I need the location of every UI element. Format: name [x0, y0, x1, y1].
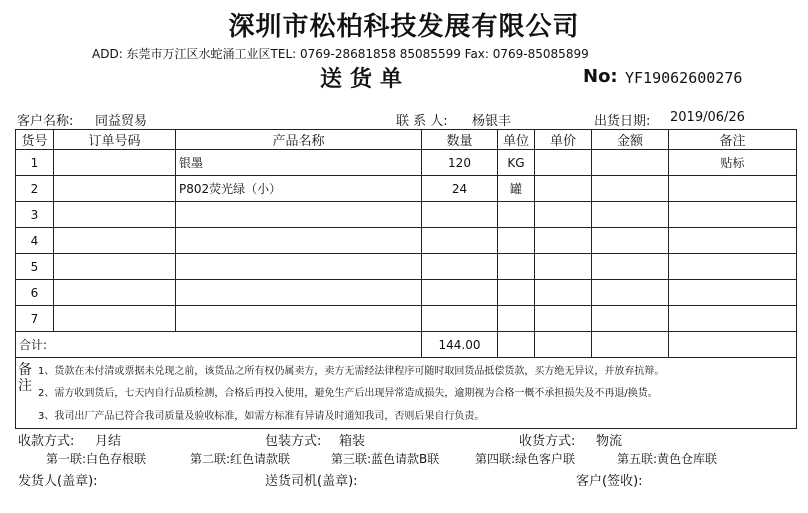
delivery-method: 物流 [596, 434, 623, 449]
cell-order [54, 306, 176, 332]
cell-order [54, 228, 176, 254]
contact-name: 杨银丰 [472, 114, 512, 129]
customer-label: 客户名称: [17, 114, 74, 129]
table-row [16, 150, 797, 176]
table-row [16, 202, 797, 228]
cell-price [535, 280, 592, 306]
cell-remark [669, 202, 797, 228]
cell-price [535, 176, 592, 202]
column-header: 单价 [535, 130, 592, 150]
cell-amount [592, 176, 669, 202]
cell-order [54, 254, 176, 280]
table-row [16, 176, 797, 202]
cell-product: P802荧光绿（小） [176, 176, 422, 202]
copy-label: 第五联:黄色仓库联 [617, 452, 718, 466]
cell-remark [669, 254, 797, 280]
cell-amount [592, 280, 669, 306]
cell-qty: 24 [422, 176, 498, 202]
packing-method: 箱装 [339, 434, 366, 449]
column-header: 备注 [669, 130, 797, 150]
total-label: 合计: [16, 332, 422, 358]
cell-product [176, 280, 422, 306]
column-header: 产品名称 [176, 130, 422, 150]
cell-unit: 罐 [498, 176, 535, 202]
column-header: 数量 [422, 130, 498, 150]
cell-order [54, 202, 176, 228]
cell-order [54, 150, 176, 176]
cell-product [176, 306, 422, 332]
cell-product [176, 202, 422, 228]
payment-label: 收款方式: [18, 434, 75, 449]
cell-no: 2 [16, 176, 54, 202]
copy-label: 第二联:红色请款联 [190, 452, 291, 466]
cell-qty: 120 [422, 150, 498, 176]
cell-qty [422, 306, 498, 332]
cell-amount [592, 306, 669, 332]
cell-remark [669, 306, 797, 332]
cell-unit [498, 202, 535, 228]
cell-remark: 贴标 [669, 150, 797, 176]
cell-price [535, 150, 592, 176]
cell-price [535, 254, 592, 280]
note-item: 1、货款在未付清或票据未兑现之前，该货品之所有权仍属卖方，卖方无需经法律程序可随时取回货品抵偿货款，买方绝无异议，并放弃抗辩。 [38, 366, 665, 377]
client-signature-label: 客户(签收): [576, 474, 643, 489]
payment-method: 月结 [95, 434, 122, 449]
sender-signature-label: 发货人(盖章): [18, 474, 98, 489]
total-row [16, 332, 797, 358]
driver-signature-label: 送货司机(盖章): [265, 474, 358, 489]
cell-price [535, 228, 592, 254]
cell-product [176, 254, 422, 280]
column-header: 订单号码 [54, 130, 176, 150]
notes-label: 备注 [18, 362, 32, 394]
ship-date: 2019/06/26 [670, 110, 745, 125]
cell-order [54, 176, 176, 202]
copy-label: 第四联:绿色客户联 [475, 452, 576, 466]
cell-no: 3 [16, 202, 54, 228]
cell-unit [498, 254, 535, 280]
copy-label: 第一联:白色存根联 [46, 452, 147, 466]
cell-qty [422, 202, 498, 228]
cell-remark [669, 176, 797, 202]
copy-label: 第三联:蓝色请款B联 [331, 452, 440, 466]
cell-no: 7 [16, 306, 54, 332]
cell-price [535, 306, 592, 332]
cell-qty [422, 280, 498, 306]
cell-product [176, 228, 422, 254]
document-title: 送货单 [320, 67, 411, 92]
document-number-label: No: [583, 66, 618, 87]
table-row [16, 280, 797, 306]
delivery-table [15, 129, 797, 429]
cell-amount [592, 202, 669, 228]
cell-product: 银墨 [176, 150, 422, 176]
note-item: 2、需方收到货后，七天内自行品质检测，合格后再投入使用，避免生产后出现异常造成损失，逾期视为合格一概不承担损失及不再退/换货。 [38, 388, 658, 399]
customer-name: 同益贸易 [95, 114, 148, 129]
cell-order [54, 280, 176, 306]
cell-amount [592, 228, 669, 254]
total-quantity: 144.00 [422, 332, 498, 358]
column-header: 金额 [592, 130, 669, 150]
company-name: 深圳市松柏科技发展有限公司 [228, 12, 580, 42]
cell-qty [422, 228, 498, 254]
date-label: 出货日期: [594, 114, 651, 129]
table-header-row [16, 130, 797, 150]
cell-no: 1 [16, 150, 54, 176]
table-row [16, 306, 797, 332]
cell-no: 6 [16, 280, 54, 306]
cell-price [535, 202, 592, 228]
address-line: ADD: 东莞市万江区水蛇涌工业区TEL: 0769-28681858 85085599 Fax: 0769-85085899 [92, 47, 589, 61]
column-header: 货号 [16, 130, 54, 150]
column-header: 单位 [498, 130, 535, 150]
cell-remark [669, 280, 797, 306]
cell-qty [422, 254, 498, 280]
packing-label: 包装方式: [265, 434, 322, 449]
cell-unit [498, 306, 535, 332]
notes-cell [16, 358, 797, 429]
table-row [16, 228, 797, 254]
cell-no: 5 [16, 254, 54, 280]
delivery-label: 收货方式: [519, 434, 576, 449]
contact-label: 联 系 人: [396, 114, 448, 129]
notes-row [16, 358, 797, 429]
table-row [16, 254, 797, 280]
note-item: 3、我司出厂产品已符合我司质量及验收标准，如需方标准有异请及时通知我司，否则后果自行负责。 [38, 411, 485, 422]
cell-unit [498, 228, 535, 254]
cell-amount [592, 254, 669, 280]
cell-amount [592, 150, 669, 176]
document-number: YF19062600276 [625, 69, 743, 87]
cell-no: 4 [16, 228, 54, 254]
cell-remark [669, 228, 797, 254]
cell-unit [498, 280, 535, 306]
cell-unit: KG [498, 150, 535, 176]
